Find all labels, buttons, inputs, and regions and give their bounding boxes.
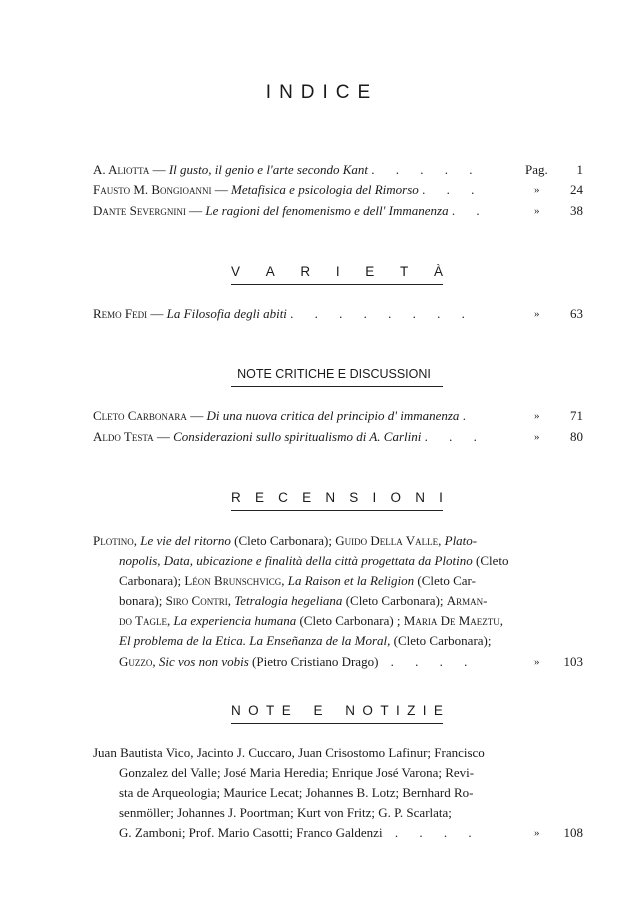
entry-author: Remo Fedi bbox=[93, 306, 148, 321]
note-critiche-entry: Aldo Testa — Considerazioni sullo spiritualismo di A. Carlini . . . bbox=[93, 429, 486, 444]
section-heading-recensioni: R E C E N S I O N I bbox=[231, 490, 443, 505]
page-number: 108 bbox=[563, 825, 583, 840]
page-prefix: » bbox=[534, 431, 540, 443]
entry-title: Le ragioni del fenomenismo e dell' Immanenza bbox=[205, 203, 449, 218]
section-heading-varieta: V A R I E T À bbox=[231, 264, 443, 279]
page-prefix: » bbox=[534, 656, 540, 668]
entry-title: Metafisica e psicologia del Rimorso bbox=[231, 182, 419, 197]
recensioni-line: do Tagle, La experiencia humana (Cleto Carbonara) ; Maria De Maeztu, bbox=[119, 613, 504, 628]
page-prefix: » bbox=[534, 827, 540, 839]
entry-author: Fausto M. Bongioanni bbox=[93, 182, 212, 197]
page-number: 80 bbox=[570, 429, 583, 444]
varieta-entry: Remo Fedi — La Filosofia degli abiti . . . . . . . . bbox=[93, 306, 474, 321]
recensioni-line: nopolis, Data, ubicazione e finalità della città progettata da Plotino (Cleto bbox=[119, 553, 509, 568]
notizie-line: senmöller; Johannes J. Poortman; Kurt von Fritz; G. P. Scarlata; bbox=[119, 805, 452, 820]
notizie-line: Juan Bautista Vico, Jacinto J. Cuccaro, Juan Crisostomo Lafinur; Francisco bbox=[93, 745, 485, 760]
entry-title: Di una nuova critica del principio d' immanenza bbox=[206, 408, 460, 423]
recensioni-line: Guzzo, Sic vos non vobis (Pietro Cristiano Drago) . . . . bbox=[119, 654, 477, 669]
page-number: 103 bbox=[563, 654, 583, 669]
recensioni-line: bonara); Siro Contri, Tetralogia hegeliana (Cleto Carbonara); Arman- bbox=[119, 593, 488, 608]
entry-author: Dante Severgnini bbox=[93, 203, 186, 218]
page-prefix: Pag. bbox=[525, 162, 548, 177]
notizie-line: G. Zamboni; Prof. Mario Casotti; Franco Galdenzi . . . . bbox=[119, 825, 481, 840]
section-heading-note-critiche: NOTE CRITICHE E DISCUSSIONI bbox=[237, 367, 431, 381]
page-prefix: » bbox=[534, 410, 540, 422]
entry-author: A. Aliotta bbox=[93, 162, 150, 177]
page-number: 1 bbox=[576, 162, 583, 177]
heading-underline bbox=[231, 386, 443, 387]
section-heading-note-notizie: N O T E E N O T I Z I E bbox=[231, 703, 443, 718]
page-title: INDICE bbox=[265, 82, 379, 103]
entry-author: Cleto Carbonara bbox=[93, 408, 187, 423]
notizie-line: Gonzalez del Valle; José Maria Heredia; Enrique José Varona; Revi- bbox=[119, 765, 475, 780]
page-prefix: » bbox=[534, 205, 540, 217]
heading-underline bbox=[231, 510, 443, 511]
page-number: 63 bbox=[570, 306, 583, 321]
article-entry: Dante Severgnini — Le ragioni del fenomenismo e dell' Immanenza . . bbox=[93, 203, 489, 218]
recensioni-line: Plotino, Le vie del ritorno (Cleto Carbonara); Guido Della Valle, Plato- bbox=[93, 533, 478, 548]
article-entry: Fausto M. Bongioanni — Metafisica e psicologia del Rimorso . . . bbox=[93, 182, 484, 197]
recensioni-line: El problema de la Etica. La Enseñanza de la Moral, (Cleto Carbonara); bbox=[119, 633, 492, 648]
recensioni-line: Carbonara); Léon Brunschvicg, La Raison et la Religion (Cleto Car- bbox=[119, 573, 476, 588]
entry-title: La Filosofia degli abiti bbox=[166, 306, 287, 321]
article-entry: A. Aliotta — Il gusto, il genio e l'arte secondo Kant . . . . . bbox=[93, 162, 482, 177]
heading-underline bbox=[231, 284, 443, 285]
page-prefix: » bbox=[534, 184, 540, 196]
note-critiche-entry: Cleto Carbonara — Di una nuova critica del principio d' immanenza . bbox=[93, 408, 475, 423]
heading-underline bbox=[231, 723, 443, 724]
page-number: 24 bbox=[570, 182, 583, 197]
entry-title: Il gusto, il genio e l'arte secondo Kant bbox=[168, 162, 369, 177]
entry-author: Aldo Testa bbox=[93, 429, 154, 444]
page-prefix: » bbox=[534, 308, 540, 320]
notizie-line: sta de Arqueologia; Maurice Lecat; Johannes B. Lotz; Bernhard Ro- bbox=[119, 785, 474, 800]
page-number: 71 bbox=[570, 408, 583, 423]
entry-title: Considerazioni sullo spiritualismo di A. Carlini bbox=[173, 429, 422, 444]
page-number: 38 bbox=[570, 203, 583, 218]
